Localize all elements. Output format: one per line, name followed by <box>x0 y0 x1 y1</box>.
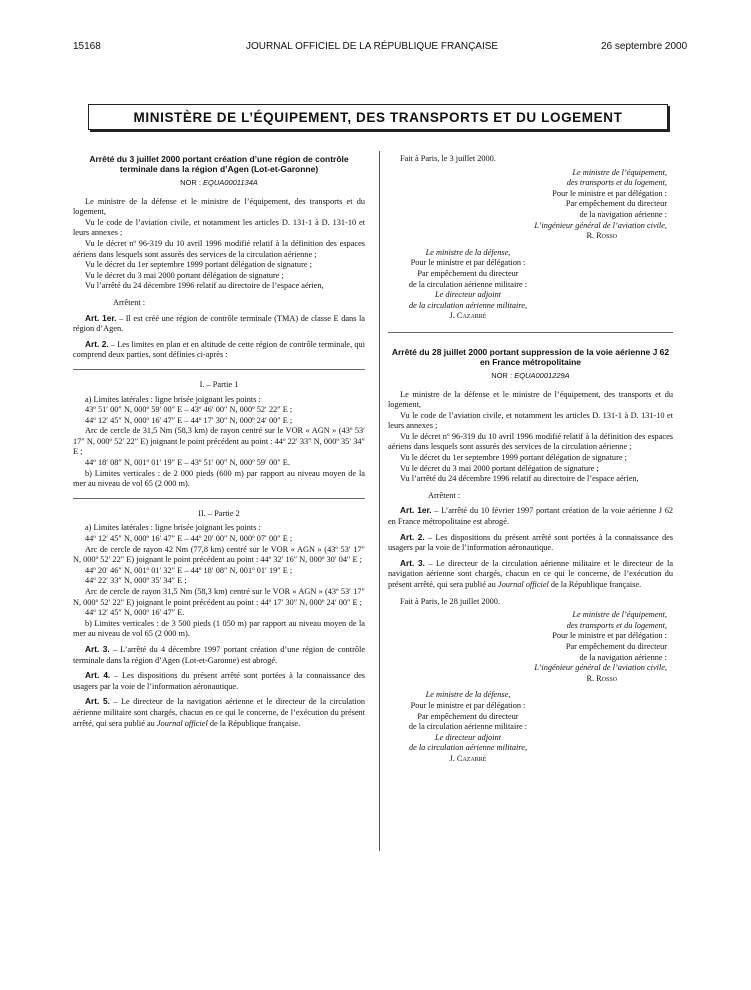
limit-line: b) Limites verticales : de 2 000 pieds (600 m) par rapport au niveau moyen de la mer au niveau de vol 65 (2 000 m). <box>73 468 365 489</box>
signature-line: Pour le ministre et par délégation : <box>552 631 667 641</box>
nor-reference <box>388 371 673 382</box>
section-rule <box>73 498 365 499</box>
paragraph: Vu le décret nº 96-319 du 10 avril 1996 modifié relatif à la définition des espaces aériens dans lesquels sont assurés des services de la circulation aérienne ; <box>73 238 365 259</box>
paragraph: Vu le décret du 3 mai 2000 portant délégation de signature ; <box>400 463 599 473</box>
article-text: – Le directeur de la circulation aérienne militaire et le directeur de la navigation aérienne sont chargés, chacun en ce qui le concerne, de l’exécution du présent arrêté, qui sera publié au <box>388 558 673 589</box>
paragraph: Vu l’arrêté du 24 décembre 1996 relatif au directoire de l’espace aérien, <box>400 474 639 484</box>
limit-line: 44º 20′ 46″ N, 001º 01′ 32″ E – 44º 18′ 08″ N, 001º 01′ 19″ E ; <box>85 565 293 575</box>
signature-line: Le directeur adjoint <box>434 290 502 300</box>
left-column <box>73 154 365 729</box>
article-text: – Les limites en plan et en altitude de cette région de contrôle terminale, qui comprend deux parties, sont définies ci-après : <box>73 339 365 360</box>
signature-line: Pour le ministre et par délégation : <box>552 188 667 198</box>
nor-code: EQUA0001134A <box>203 178 258 187</box>
paragraph: Vu le code de l’aviation civile, et notamment les articles D. 131-1 à D. 131-10 et leurs annexes ; <box>388 410 673 431</box>
limit-line: 44º 18′ 08″ N, 001º 01′ 19″ E – 43º 51′ 00″ N, 000º 59′ 00″ E. <box>85 458 290 468</box>
article-4 <box>73 670 365 692</box>
article-label: Art. 5. <box>85 696 110 707</box>
signature-line: Le directeur adjoint <box>434 732 502 742</box>
signatory-name: R. Rosso <box>586 673 617 683</box>
article-2 <box>73 339 365 361</box>
signature-line: Par empêchement du directeur <box>565 641 667 651</box>
signature-line: Le ministre de l’équipement, <box>572 610 667 620</box>
limit-line: a) Limites latérales : ligne brisée joignant les points : <box>85 394 261 404</box>
article-text: – L’arrêté du 4 décembre 1997 portant création d’une région de contrôle terminale dans la région d’Agen (Lot-et-Garonne) est abrogé. <box>73 644 366 665</box>
limit-line: a) Limites latérales : ligne brisée joignant les points : <box>85 523 261 533</box>
article-text-end: de la République française. <box>207 718 301 728</box>
signature-line: Par empêchement du directeur <box>565 199 667 209</box>
paragraph: Vu le décret du 3 mai 2000 portant délégation de signature ; <box>85 270 284 280</box>
article-3 <box>388 558 673 591</box>
signature-line: L’ingénieur général de l’aviation civile, <box>534 663 667 673</box>
nor-label: NOR : <box>491 370 513 380</box>
ministry-banner <box>88 104 668 130</box>
signature-line: de la navigation aérienne : <box>579 652 667 662</box>
signature-line: de la navigation aérienne : <box>579 209 667 219</box>
paragraph: Le ministre de la défense et le ministre de l’équipement, des transports et du logement, <box>73 196 365 217</box>
decree-title: Arrêté du 28 juillet 2000 portant suppression de la voie aérienne J 62 en France métropolitaine <box>391 346 670 367</box>
signature-line: des transports et du logement, <box>566 178 667 188</box>
signature-block-equipement <box>388 168 673 242</box>
article-1 <box>73 313 365 335</box>
partie-heading: II. – Partie 2 <box>198 508 240 518</box>
partie-heading: I. – Partie 1 <box>199 379 239 389</box>
limit-line: 44º 12′ 45″ N, 000º 16′ 47″ E – 44º 20′ 00″ N, 000º 07′ 00″ E ; <box>85 534 293 544</box>
limit-line: Arc de cercle de rayon 31,5 Nm (58,3 km) centré sur le VOR « AGN » (43º 53′ 17″ N, 000º 52′ 22″ E) joignant le point précédent au point : 44º 17′ 30″ N, 000º 24′ 00″ E ; <box>73 587 365 607</box>
decree-title: Arrêté du 3 juillet 2000 portant création d’une région de contrôle terminale dans la région d’Agen (Lot-et-Garonne) <box>89 154 349 174</box>
fait-a-paris: Fait à Paris, le 3 juillet 2000. <box>400 154 496 163</box>
signature-line: de la circulation aérienne militaire : <box>408 722 528 732</box>
journal-officiel-ref: Journal officiel <box>497 580 549 589</box>
limit-line: Arc de cercle de 31,5 Nm (58,3 km) de rayon centré sur le VOR « AGN » (43º 53′ 17″ N, 000º 52′ 22″ E) joignant le point précédent au point : 44º 22′ 33″ N, 000º 35′ 34″ E ; <box>73 426 365 457</box>
paragraph: Vu le décret du 1er septembre 1999 portant délégation de signature ; <box>400 453 627 463</box>
article-text: – Les dispositions du présent arrêté sont portées à la connaissance des usagers par la voie de l’information aéronautique. <box>388 532 674 553</box>
paragraph: Le ministre de la défense et le ministre de l’équipement, des transports et du logement, <box>388 389 673 410</box>
article-5 <box>73 696 365 729</box>
nor-label: NOR : <box>180 178 201 187</box>
signature-block-defense-2 <box>388 690 548 764</box>
article-label: Art. 1er. <box>400 505 432 516</box>
article-label: Art. 1er. <box>85 312 117 323</box>
article-text: – Le directeur de la navigation aérienne et le directeur de la circulation aérienne militaire sont chargés, chacun en ce qui le concerne, de l’exécution du présent arrêté, qui sera publié au <box>73 697 365 728</box>
limit-line: Arc de cercle de rayon 42 Nm (77,8 km) centré sur le VOR « AGN » (43º 53′ 17″ N, 000º 52′ 22″ E) joignant le point précédent au point : 44º 32′ 16″ N, 000º 30′ 04″ E ; <box>73 544 365 565</box>
article-3 <box>73 644 365 666</box>
limit-line: 44º 22′ 33″ N, 000º 35′ 34″ E ; <box>85 576 187 586</box>
ministry-title: MINISTÈRE DE L’ÉQUIPEMENT, DES TRANSPORTS ET DU LOGEMENT <box>133 109 623 125</box>
article-text-end: de la République française. <box>548 580 642 589</box>
signatory-name: R. Rosso <box>586 231 617 241</box>
signature-line: Par empêchement du directeur <box>417 268 519 278</box>
signature-line: Pour le ministre et par délégation : <box>410 700 526 710</box>
signature-line: de la circulation aérienne militaire, <box>408 300 528 310</box>
signature-line: Le ministre de la défense, <box>425 690 511 700</box>
fait-a-paris: Fait à Paris, le 28 juillet 2000. <box>400 596 501 606</box>
paragraph: Vu le décret nº 96-319 du 10 avril 1996 modifié relatif à la définition des espaces aériens dans lesquels sont assurés des services de la circulation aérienne ; <box>388 431 673 452</box>
article-text: – L’arrêté du 10 février 1997 portant création de la voie aérienne J 62 en France métropolitaine est abrogé. <box>388 506 673 527</box>
section-rule <box>73 369 365 370</box>
signature-line: Par empêchement du directeur <box>417 711 519 721</box>
signature-line: des transports et du logement, <box>566 620 667 630</box>
header-date: 26 septembre 2000 <box>601 41 688 52</box>
page-number: 15168 <box>73 41 101 52</box>
nor-reference <box>73 178 365 189</box>
journal-title: JOURNAL OFFICIEL DE LA RÉPUBLIQUE FRANÇAISE <box>246 41 499 52</box>
arretent: Arrêtent : <box>428 490 461 500</box>
article-label: Art. 4. <box>85 670 111 681</box>
signature-block-defense <box>388 248 548 322</box>
limit-line: 44º 12′ 45″ N, 000º 16′ 47″ E. <box>85 608 185 618</box>
article-1 <box>388 505 673 527</box>
article-label: Art. 3. <box>400 557 425 568</box>
article-label: Art. 2. <box>400 531 425 542</box>
paragraph: Vu l’arrêté du 24 décembre 1996 relatif au directoire de l’espace aérien, <box>85 281 324 291</box>
paragraph: Vu le décret du 1er septembre 1999 portant délégation de signature ; <box>85 260 312 270</box>
article-text: – Les dispositions du présent arrêté sont portées à la connaissance des usagers par la voie de l’information aéronautique. <box>73 671 366 691</box>
signature-line: Pour le ministre et par délégation : <box>410 258 526 268</box>
limit-line: b) Limites verticales : de 3 500 pieds (1 050 m) par rapport au niveau moyen de la mer au niveau de vol 65 (2 000 m). <box>73 618 365 639</box>
nor-code: EQUA0001229A <box>514 370 570 380</box>
limit-line: 44º 12′ 45″ N, 000º 16′ 47″ E – 44º 17′ 30″ N, 000º 24′ 00″ E ; <box>85 415 293 425</box>
article-label: Art. 3. <box>85 643 110 654</box>
paragraph: Vu le code de l’aviation civile, et notamment les articles D. 131-1 à D. 131-10 et leurs annexes ; <box>73 217 365 238</box>
signatory-name: J. Cazarré <box>449 753 487 763</box>
signatory-name: J. Cazarré <box>449 311 487 321</box>
article-label: Art. 2. <box>85 338 109 349</box>
signature-line: de la circulation aérienne militaire : <box>408 279 528 289</box>
journal-officiel-ref: Journal officiel <box>156 718 208 728</box>
right-column <box>388 154 673 768</box>
signature-line: Le ministre de l’équipement, <box>572 167 667 177</box>
article-2 <box>388 532 673 554</box>
limit-line: 43º 51′ 00″ N, 000º 59′ 00″ E – 43º 46′ 00″ N, 000º 52′ 22″ E ; <box>85 405 293 415</box>
column-divider <box>379 151 380 851</box>
arretent: Arrêtent : <box>113 297 146 307</box>
signature-line: de la circulation aérienne militaire, <box>408 743 528 753</box>
signature-line: Le ministre de la défense, <box>425 247 511 257</box>
signature-line: L’ingénieur général de l’aviation civile, <box>534 220 667 230</box>
section-rule <box>388 332 673 333</box>
article-text: – Il est créé une région de contrôle terminale (TMA) de classe E dans la région d’Agen. <box>73 313 365 334</box>
signature-block-equipement-2 <box>388 610 673 684</box>
